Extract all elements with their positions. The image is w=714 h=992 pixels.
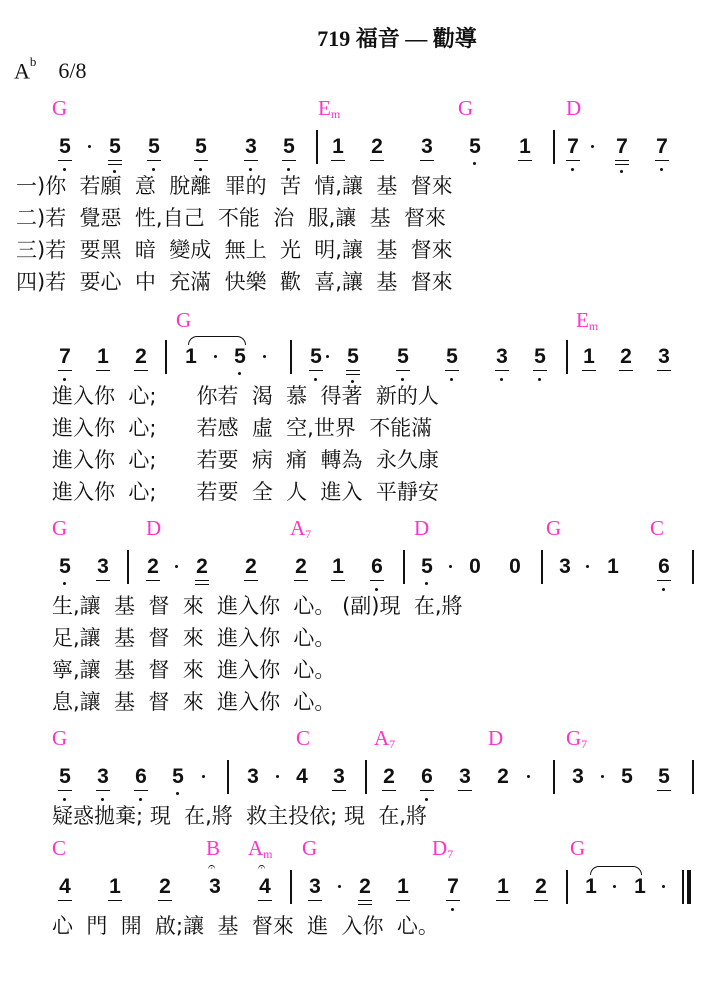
lyric-line: 進入你 心; 若要 病 痛 轉為 永久康 xyxy=(52,448,439,472)
chord-symbol: $D_7$ xyxy=(432,836,454,861)
chord-symbol: G xyxy=(52,516,68,540)
chord-symbol: C xyxy=(296,726,311,750)
lyric-line: 三)若 要黑 暗 變成 無上 光 明,讓 基 督來 xyxy=(16,238,453,262)
note: 5 xyxy=(193,136,209,157)
note: 2 xyxy=(497,765,509,788)
lyric-line: 疑惑拋棄; 現 在,將 救主投依; 現 在,將 xyxy=(52,804,427,828)
note: 7 xyxy=(57,346,73,367)
note: 7 xyxy=(614,136,630,157)
barline xyxy=(227,760,229,794)
note: 2 xyxy=(618,346,634,367)
lyric-line: 進入你 心; 若要 全 人 進入 平靜安 xyxy=(52,480,439,504)
chord-symbol: C xyxy=(650,516,665,540)
augmentation-dot xyxy=(613,885,616,888)
time-signature: 6/8 xyxy=(58,58,87,84)
augmentation-dot xyxy=(527,775,530,778)
final-barline xyxy=(687,870,691,904)
barline xyxy=(566,870,568,904)
chord-symbol: $A_7$ xyxy=(290,516,312,541)
note: 2 xyxy=(381,766,397,787)
note: 4 𝄐 xyxy=(257,876,273,897)
chord-symbol: C xyxy=(52,836,67,860)
note: 3 xyxy=(95,556,111,577)
chord-symbol: D xyxy=(146,516,162,540)
note: 1 xyxy=(95,346,111,367)
lyric-line: 心 門 開 啟;讓 基 督來 進 入你 心。 xyxy=(52,914,439,938)
note: 7 xyxy=(445,876,461,897)
chord-symbol: G xyxy=(52,96,68,120)
note: 6 xyxy=(656,556,672,577)
note: 1 xyxy=(607,555,619,578)
key-accidental: b xyxy=(29,54,37,69)
lyric-line: 二)若 覺惡 性,自己 不能 治 服,讓 基 督來 xyxy=(16,206,446,230)
chord-symbol: $E_m$ xyxy=(576,308,599,333)
note: 3 xyxy=(331,766,347,787)
augmentation-dot xyxy=(175,565,178,568)
key-note: A xyxy=(14,58,30,84)
augmentation-dot xyxy=(586,565,589,568)
note: 3 xyxy=(559,555,571,578)
chord-symbol: $G_7$ xyxy=(566,726,588,751)
note: 5 xyxy=(444,346,460,367)
note: 7 xyxy=(654,136,670,157)
tie-slur xyxy=(188,336,246,345)
augmentation-dot xyxy=(202,775,205,778)
note: 3 xyxy=(494,346,510,367)
lyric-line: 足,讓 基 督 來 進入你 心。 xyxy=(52,626,336,650)
note: 5 xyxy=(170,766,186,787)
note: 5 xyxy=(395,346,411,367)
note: 2 xyxy=(357,876,373,897)
note: 5 xyxy=(621,765,633,788)
barline xyxy=(553,130,555,164)
lyric-line: 一)你 若願 意 脫離 罪的 苦 情,讓 基 督來 xyxy=(16,174,453,198)
note: 1 xyxy=(395,876,411,897)
note: 5 xyxy=(419,556,435,577)
note: 5 xyxy=(57,766,73,787)
note: 1 xyxy=(185,345,197,368)
note: 1 xyxy=(581,346,597,367)
chord-symbol: G xyxy=(546,516,562,540)
note: 3 xyxy=(307,876,323,897)
note: 5 xyxy=(107,136,123,157)
note: 7 xyxy=(565,136,581,157)
note: 3 xyxy=(457,766,473,787)
fermata-icon: 𝄐 xyxy=(208,859,216,874)
lyric-line: 進入你 心; 你若 渴 慕 得著 新的人 xyxy=(52,384,439,408)
barline xyxy=(165,340,167,374)
augmentation-dot xyxy=(326,355,329,358)
barline xyxy=(403,550,405,584)
chord-symbol: G xyxy=(52,726,68,750)
note: 3 xyxy=(656,346,672,367)
augmentation-dot xyxy=(662,885,665,888)
note: 1 xyxy=(585,875,597,898)
chord-symbol: D xyxy=(566,96,582,120)
note: 0 xyxy=(469,555,481,578)
note: 5 xyxy=(308,346,324,367)
fermata-icon: 𝄐 xyxy=(258,859,266,874)
note: 2 xyxy=(293,556,309,577)
barline xyxy=(365,760,367,794)
lyric-line: 生,讓 基 督 來 進入你 心。 (副)現 在,將 xyxy=(52,594,463,618)
note: 6 xyxy=(369,556,385,577)
note: 4 xyxy=(57,876,73,897)
barline xyxy=(290,340,292,374)
barline xyxy=(553,760,555,794)
barline xyxy=(692,550,694,584)
chord-symbol: B xyxy=(206,836,221,860)
barline xyxy=(692,760,694,794)
note: 5 xyxy=(146,136,162,157)
chord-symbol: $A_7$ xyxy=(374,726,396,751)
chord-symbol: D xyxy=(488,726,504,750)
lyric-line: 四)若 要心 中 充滿 快樂 歡 喜,讓 基 督來 xyxy=(16,270,453,294)
final-barline xyxy=(682,870,684,904)
key-signature xyxy=(14,54,87,84)
chord-symbol: D xyxy=(414,516,430,540)
note: 4 xyxy=(296,765,308,788)
note: 5 xyxy=(345,346,361,367)
note: 0 xyxy=(509,555,521,578)
chord-symbol: G xyxy=(570,836,586,860)
chord-symbol: G xyxy=(458,96,474,120)
augmentation-dot xyxy=(263,355,266,358)
note: 6 xyxy=(419,766,435,787)
barline xyxy=(566,340,568,374)
note: 2 xyxy=(133,346,149,367)
barline xyxy=(316,130,318,164)
note: 3 xyxy=(243,136,259,157)
augmentation-dot xyxy=(601,775,604,778)
note: 5 xyxy=(281,136,297,157)
note: 2 xyxy=(533,876,549,897)
note: 2 xyxy=(243,556,259,577)
note: 3 xyxy=(572,765,584,788)
note: 1 xyxy=(634,875,646,898)
note: 3 xyxy=(95,766,111,787)
augmentation-dot xyxy=(214,355,217,358)
note: 3 xyxy=(247,765,259,788)
augmentation-dot xyxy=(88,145,91,148)
note: 1 xyxy=(330,556,346,577)
chord-symbol: G xyxy=(176,308,192,332)
note: 2 xyxy=(157,876,173,897)
chord-symbol: $A_m$ xyxy=(248,836,273,861)
note: 5 xyxy=(656,766,672,787)
lyric-line: 息,讓 基 督 來 進入你 心。 xyxy=(52,690,336,714)
note: 3 xyxy=(419,136,435,157)
note: 5 xyxy=(57,136,73,157)
note: 1 xyxy=(107,876,123,897)
augmentation-dot xyxy=(338,885,341,888)
augmentation-dot xyxy=(449,565,452,568)
barline xyxy=(127,550,129,584)
note: 5 xyxy=(232,346,248,367)
chord-symbol: G xyxy=(302,836,318,860)
note: 5 xyxy=(57,556,73,577)
note: 5 xyxy=(467,136,483,157)
barline xyxy=(541,550,543,584)
lyric-line: 寧,讓 基 督 來 進入你 心。 xyxy=(52,658,336,682)
barline xyxy=(290,870,292,904)
note: 1 xyxy=(517,136,533,157)
note: 1 xyxy=(330,136,346,157)
note: 2 xyxy=(145,556,161,577)
tie-slur xyxy=(590,866,642,875)
chord-symbol: $E_m$ xyxy=(318,96,341,121)
augmentation-dot xyxy=(276,775,279,778)
hymn-title: 719 福音 — 勸導 xyxy=(317,26,477,51)
note: 6 xyxy=(133,766,149,787)
note: 3 𝄐 xyxy=(208,859,221,898)
note: 1 xyxy=(495,876,511,897)
note: 2 xyxy=(369,136,385,157)
lyric-line: 進入你 心; 若感 虛 空,世界 不能滿 xyxy=(52,416,433,440)
note: 5 xyxy=(532,346,548,367)
note: 2 xyxy=(194,556,210,577)
augmentation-dot xyxy=(591,145,594,148)
